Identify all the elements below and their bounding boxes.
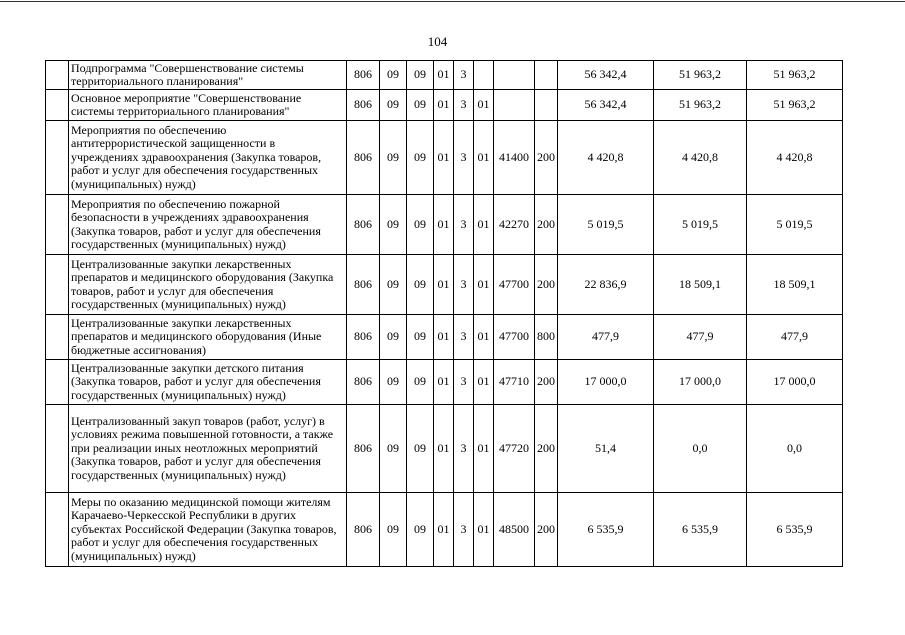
- row-event-code: 01: [474, 360, 494, 405]
- row-expense-type-code: 200: [535, 121, 558, 195]
- row-expense-type-code: 200: [535, 255, 558, 315]
- row-subsection-code: 09: [407, 493, 434, 567]
- row-event-code: 01: [474, 195, 494, 255]
- row-amount-1: 6 535,9: [558, 493, 654, 567]
- row-event-code: 01: [474, 405, 494, 493]
- row-direction-code: 48500: [494, 493, 535, 567]
- table-row: [46, 405, 843, 493]
- row-subprogram-code: 3: [454, 90, 474, 121]
- row-ministry-code: 806: [347, 195, 380, 255]
- row-amount-2: 4 420,8: [654, 121, 747, 195]
- table-row: [46, 493, 843, 567]
- row-amount-3: 477,9: [747, 315, 843, 360]
- row-subprogram-code: 3: [454, 493, 474, 567]
- row-program-code: 01: [434, 61, 454, 90]
- row-ministry-code: 806: [347, 61, 380, 90]
- row-amount-2: 6 535,9: [654, 493, 747, 567]
- row-expense-type-code: 200: [535, 360, 558, 405]
- row-amount-2: 17 000,0: [654, 360, 747, 405]
- row-blank-cell: [46, 255, 69, 315]
- row-subprogram-code: 3: [454, 255, 474, 315]
- row-amount-3: 6 535,9: [747, 493, 843, 567]
- budget-table: [45, 60, 843, 567]
- budget-table-body: [46, 61, 843, 567]
- row-direction-code: 47710: [494, 360, 535, 405]
- table-row: [46, 315, 843, 360]
- row-amount-3: 17 000,0: [747, 360, 843, 405]
- row-section-code: 09: [380, 360, 407, 405]
- row-event-code: 01: [474, 315, 494, 360]
- row-amount-3: 51 963,2: [747, 61, 843, 90]
- row-program-code: 01: [434, 405, 454, 493]
- row-subsection-code: 09: [407, 61, 434, 90]
- row-name: Централизованный закуп товаров (работ, услуг) в условиях режима повышенной готовности, а также при реализации иных неотложных мероприятий (Закупка товаров, работ и услуг для обеспечения государственных (муниципальных) нужд): [69, 405, 347, 493]
- row-amount-1: 56 342,4: [558, 61, 654, 90]
- row-direction-code: 47700: [494, 315, 535, 360]
- row-direction-code: [494, 61, 535, 90]
- row-subsection-code: 09: [407, 90, 434, 121]
- row-amount-1: 4 420,8: [558, 121, 654, 195]
- row-direction-code: [494, 90, 535, 121]
- row-subprogram-code: 3: [454, 195, 474, 255]
- row-amount-3: 18 509,1: [747, 255, 843, 315]
- row-program-code: 01: [434, 315, 454, 360]
- row-program-code: 01: [434, 255, 454, 315]
- row-ministry-code: 806: [347, 90, 380, 121]
- page-number: 104: [427, 34, 448, 49]
- row-amount-1: 5 019,5: [558, 195, 654, 255]
- row-ministry-code: 806: [347, 255, 380, 315]
- row-program-code: 01: [434, 493, 454, 567]
- row-blank-cell: [46, 195, 69, 255]
- row-program-code: 01: [434, 90, 454, 121]
- row-amount-2: 18 509,1: [654, 255, 747, 315]
- row-amount-1: 22 836,9: [558, 255, 654, 315]
- row-direction-code: 47700: [494, 255, 535, 315]
- row-subprogram-code: 3: [454, 121, 474, 195]
- row-blank-cell: [46, 360, 69, 405]
- row-name: Централизованные закупки лекарственных препаратов и медицинского оборудования (Закупка товаров, работ и услуг для обеспечения государственных (муниципальных) нужд): [69, 255, 347, 315]
- row-amount-1: 56 342,4: [558, 90, 654, 121]
- row-amount-1: 51,4: [558, 405, 654, 493]
- row-subsection-code: 09: [407, 360, 434, 405]
- row-subsection-code: 09: [407, 405, 434, 493]
- row-subprogram-code: 3: [454, 360, 474, 405]
- row-name: Централизованные закупки лекарственных препаратов и медицинского оборудования (Иные бюджетные ассигнования): [69, 315, 347, 360]
- row-subprogram-code: 3: [454, 61, 474, 90]
- row-direction-code: 42270: [494, 195, 535, 255]
- row-blank-cell: [46, 90, 69, 121]
- row-event-code: 01: [474, 90, 494, 121]
- row-name: Меры по оказанию медицинской помощи жителям Карачаево-Черкесской Республики в других субъектах Российской Федерации (Закупка товаров, работ и услуг для обеспечения государственных (муниципальных) нужд): [69, 493, 347, 567]
- row-event-code: 01: [474, 121, 494, 195]
- row-blank-cell: [46, 121, 69, 195]
- row-expense-type-code: 200: [535, 195, 558, 255]
- table-row: [46, 61, 843, 90]
- row-blank-cell: [46, 493, 69, 567]
- row-ministry-code: 806: [347, 405, 380, 493]
- row-amount-3: 4 420,8: [747, 121, 843, 195]
- row-amount-2: 5 019,5: [654, 195, 747, 255]
- row-name: Мероприятия по обеспечению пожарной безопасности в учреждениях здравоохранения (Закупка товаров, работ и услуг для обеспечения государственных (муниципальных) нужд): [69, 195, 347, 255]
- row-program-code: 01: [434, 360, 454, 405]
- row-amount-2: 477,9: [654, 315, 747, 360]
- table-row: [46, 121, 843, 195]
- row-amount-3: 5 019,5: [747, 195, 843, 255]
- row-expense-type-code: [535, 61, 558, 90]
- row-amount-3: 0,0: [747, 405, 843, 493]
- row-section-code: 09: [380, 405, 407, 493]
- row-section-code: 09: [380, 90, 407, 121]
- row-subprogram-code: 3: [454, 405, 474, 493]
- row-section-code: 09: [380, 61, 407, 90]
- row-subprogram-code: 3: [454, 315, 474, 360]
- row-expense-type-code: 200: [535, 405, 558, 493]
- row-name: Подпрограмма "Совершенствование системы территориального планирования": [69, 61, 347, 90]
- row-expense-type-code: 800: [535, 315, 558, 360]
- page-top-rule: [0, 1, 905, 2]
- row-ministry-code: 806: [347, 493, 380, 567]
- row-section-code: 09: [380, 195, 407, 255]
- row-ministry-code: 806: [347, 315, 380, 360]
- row-blank-cell: [46, 61, 69, 90]
- row-subsection-code: 09: [407, 255, 434, 315]
- row-subsection-code: 09: [407, 121, 434, 195]
- row-amount-2: 51 963,2: [654, 61, 747, 90]
- row-expense-type-code: 200: [535, 493, 558, 567]
- row-amount-1: 17 000,0: [558, 360, 654, 405]
- row-subsection-code: 09: [407, 315, 434, 360]
- row-name: Основное мероприятие "Совершенствование системы территориального планирования": [69, 90, 347, 121]
- row-ministry-code: 806: [347, 121, 380, 195]
- row-program-code: 01: [434, 195, 454, 255]
- row-direction-code: 41400: [494, 121, 535, 195]
- row-ministry-code: 806: [347, 360, 380, 405]
- row-subsection-code: 09: [407, 195, 434, 255]
- table-row: [46, 195, 843, 255]
- row-section-code: 09: [380, 493, 407, 567]
- row-section-code: 09: [380, 121, 407, 195]
- table-row: [46, 360, 843, 405]
- row-section-code: 09: [380, 255, 407, 315]
- row-expense-type-code: [535, 90, 558, 121]
- table-row: [46, 90, 843, 121]
- row-amount-1: 477,9: [558, 315, 654, 360]
- row-event-code: 01: [474, 255, 494, 315]
- row-blank-cell: [46, 405, 69, 493]
- row-program-code: 01: [434, 121, 454, 195]
- row-amount-2: 51 963,2: [654, 90, 747, 121]
- row-amount-2: 0,0: [654, 405, 747, 493]
- row-blank-cell: [46, 315, 69, 360]
- row-name: Мероприятия по обеспечению антитеррористической защищенности в учреждениях здравоохранения (Закупка товаров, работ и услуг для обеспечения государственных (муниципальных) нужд): [69, 121, 347, 195]
- row-section-code: 09: [380, 315, 407, 360]
- row-direction-code: 47720: [494, 405, 535, 493]
- row-event-code: 01: [474, 493, 494, 567]
- row-amount-3: 51 963,2: [747, 90, 843, 121]
- table-row: [46, 255, 843, 315]
- row-name: Централизованные закупки детского питания (Закупка товаров, работ и услуг для обеспечения государственных (муниципальных) нужд): [69, 360, 347, 405]
- row-event-code: [474, 61, 494, 90]
